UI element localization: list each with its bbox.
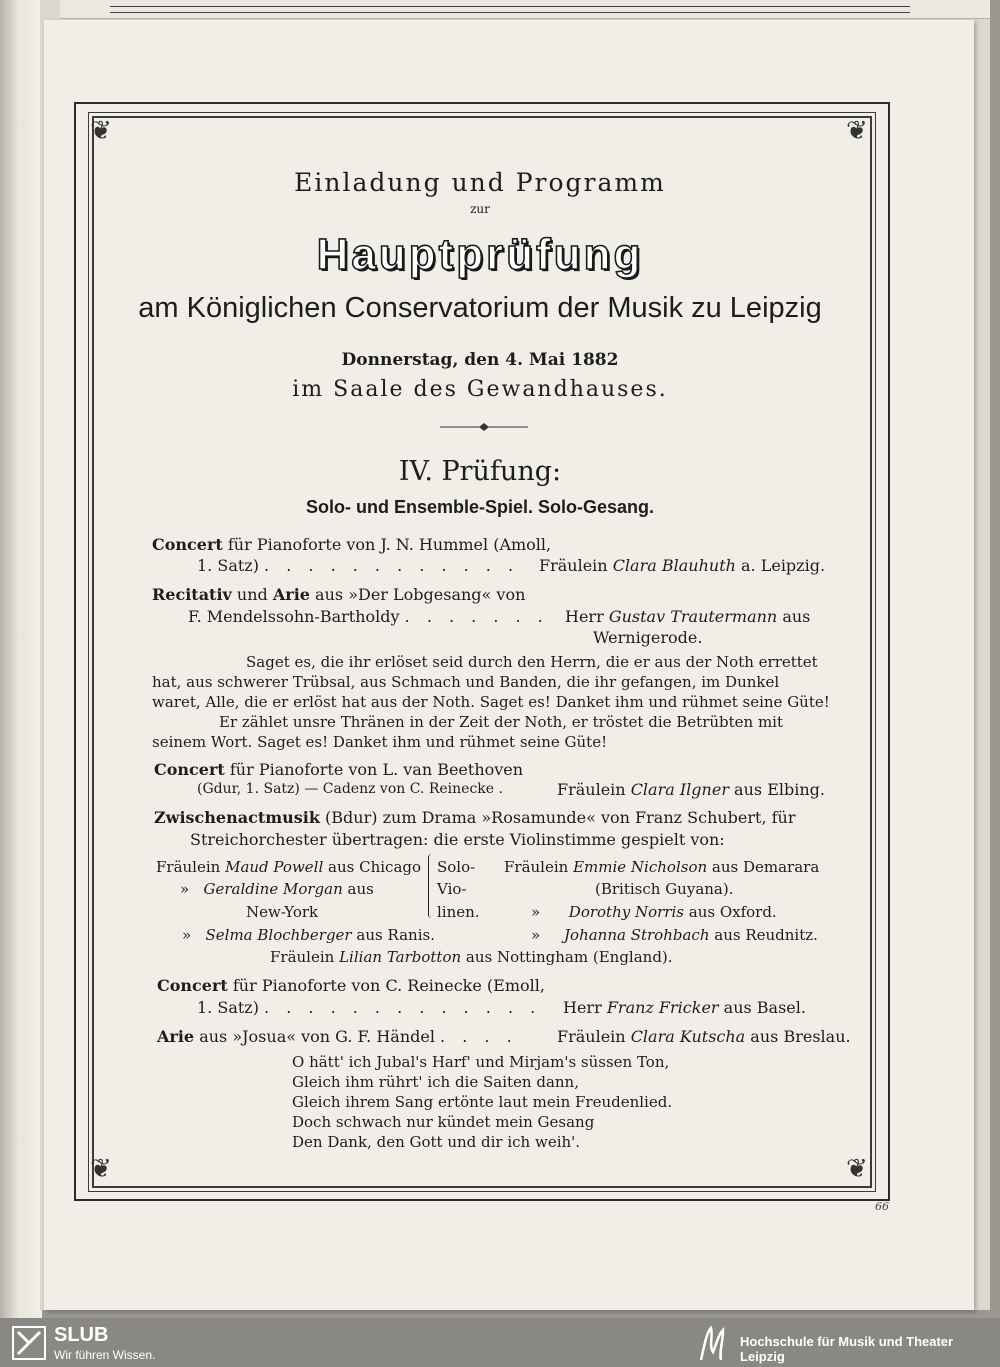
program-item-2-line2: F. Mendelssohn-Bartholdy . . . . . . . [188,607,549,626]
institution-name: am Königlichen Conservatorium der Musik zu Leipzig [138,292,822,324]
violinist-left-2: » Geraldine Morgan aus [180,880,374,898]
program-item-3-line1: Concert für Pianoforte von L. van Beethoven [154,760,524,779]
lyrics-line: Saget es, die ihr erlöset seid durch den Herrn, die er aus der Noth errettet [246,653,818,671]
violinist-left-2-origin: New-York [246,903,319,921]
program-item-1-line1: Concert für Pianoforte von J. N. Hummel (Amoll, [152,535,552,554]
program-item-6-line1: Arie aus »Josua« von G. F. Händel . . . . [157,1027,518,1046]
violinist-right-4: » Johanna Strohbach aus Reudnitz. [531,926,818,944]
violinist-center: Fräulein Lilian Tarbotton aus Nottingham (England). [270,948,673,966]
exam-title: Hauptprüfung [316,230,644,279]
program-item-1-performer: Fräulein Clara Blauhuth a. Leipzig. [539,556,826,575]
program-item-4-line1: Zwischenactmusik (Bdur) zum Drama »Rosamunde« von Franz Schubert, für [154,808,796,827]
program-item-5-line2: 1. Satz) . . . . . . . . . . . . . [197,998,542,1017]
violinist-right-3: » Dorothy Norris aus Oxford. [531,903,777,921]
solo-violins-label: Solo- [437,858,476,876]
divider-ornament [440,418,528,430]
exam-date: Donnerstag, den 4. Mai 1882 [341,350,619,370]
invitation-heading: Einladung und Programm [294,168,666,197]
hfm-logo-icon[interactable] [695,1322,729,1364]
violinist-left-1: Fräulein Maud Powell aus Chicago [156,858,422,876]
slub-tagline: Wir führen Wissen. [54,1348,156,1362]
program-item-5-performer: Herr Franz Fricker aus Basel. [563,998,806,1017]
exam-subtitle: IV. Prüfung: [398,456,562,487]
lyrics-line: O hätt' ich Jubal's Harf' und Mirjam's süssen Ton, [292,1053,670,1071]
violinist-right-1-origin: (Britisch Guyana). [595,880,734,898]
lyrics-line: Gleich ihrem Sang ertönte laut mein Freudenlied. [292,1093,673,1111]
solo-violins-label: linen. [437,903,480,921]
lyrics-line: Den Dank, den Gott und dir ich weih'. [292,1133,581,1151]
brace-icon [428,854,435,918]
slub-logo-icon[interactable] [12,1326,46,1360]
program-item-2-performer-origin: Wernigerode. [593,628,703,647]
violinist-left-4: » Selma Blochberger aus Ranis. [182,926,435,944]
program-item-6-performer: Fräulein Clara Kutscha aus Breslau. [557,1027,851,1046]
lyrics-line: seinem Wort. Saget es! Danket ihm und rühmet seine Güte! [152,733,608,751]
book-spine [0,0,42,1318]
lyrics-line: Er zählet unsre Thränen in der Zeit der Noth, er tröstet die Betrübten mit [219,713,784,731]
program-item-1-line2: 1. Satz) . . . . . . . . . . . . [197,556,520,575]
venue: im Saale des Gewandhauses. [292,377,668,402]
lyrics-line: waret, Alle, die er erlöst hat aus der Noth. Saget es! Danket ihm und rühmet seine Güte! [152,693,830,711]
program-category: Solo- und Ensemble-Spiel. Solo-Gesang. [305,497,655,517]
program-item-2-performer: Herr Gustav Trautermann aus [565,607,811,626]
page-number: 66 [875,1200,889,1213]
solo-violins-label: Vio- [437,880,467,898]
previous-page-edge [60,0,990,19]
zur-text: zur [470,202,490,216]
program-item-3-performer: Fräulein Clara Ilgner aus Elbing. [557,780,825,799]
slub-name[interactable]: SLUB [54,1324,109,1346]
lyrics-line: hat, aus schwerer Trübsal, aus Schmach und Banden, die ihr gefangen, im Dunkel [152,673,780,691]
program-item-4-line2: Streichorchester übertragen: die erste Violinstimme gespielt von: [190,830,725,849]
corner-ornament-icon: ❦ [846,116,868,146]
program-item-3-line2: (Gdur, 1. Satz) — Cadenz von C. Reinecke . [197,781,503,797]
lyrics-line: Gleich ihm rührt' ich die Saiten dann, [292,1073,579,1091]
footer-bar [0,1318,1000,1367]
corner-ornament-icon: ❦ [90,116,112,146]
program-item-5-line1: Concert für Pianoforte von C. Reinecke (Emoll, [157,976,545,995]
lyrics-line: Doch schwach nur kündet mein Gesang [292,1113,595,1131]
corner-ornament-icon: ❦ [846,1154,868,1184]
corner-ornament-icon: ❦ [90,1154,112,1184]
violinist-right-1: Fräulein Emmie Nicholson aus Demarara [504,858,820,876]
program-item-2-line1: Recitativ und Arie aus »Der Lobgesang« von [152,585,526,604]
hfm-name[interactable]: Hochschule für Musik und Theater Leipzig [740,1334,954,1364]
